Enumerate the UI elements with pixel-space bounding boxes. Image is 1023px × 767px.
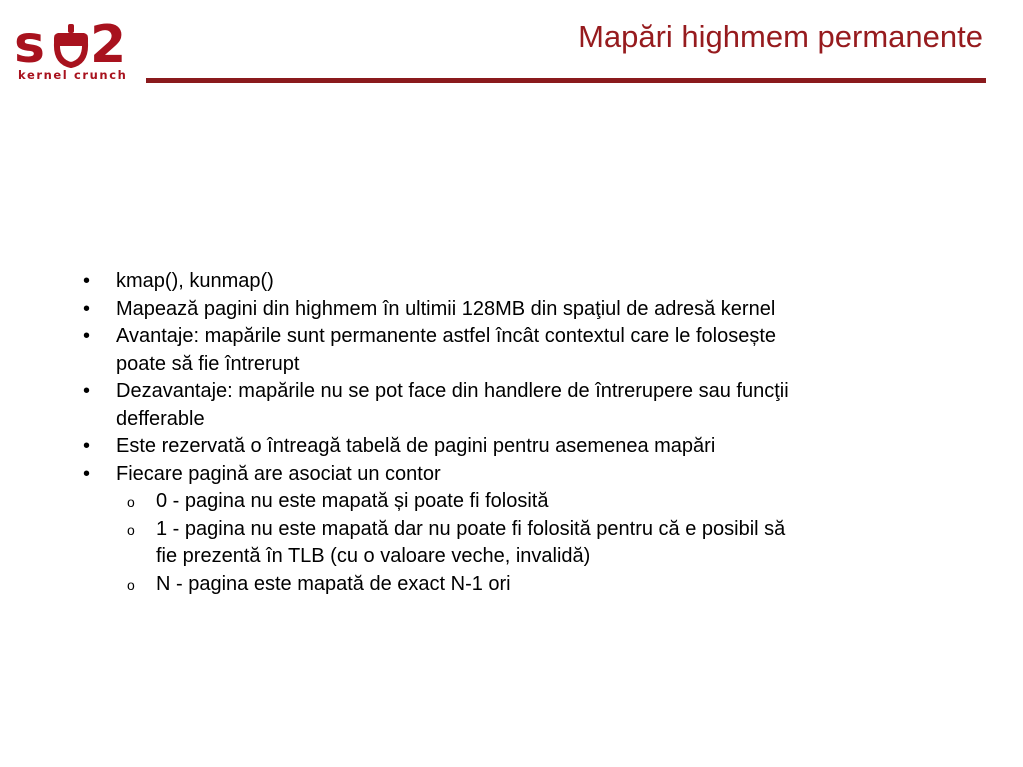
- so2-logo: [14, 12, 134, 84]
- bullet-text: Este rezervată o întreagă tabelă de pagini pentru asemenea mapări: [116, 435, 716, 457]
- acorn-icon: [54, 24, 88, 65]
- bullet-list: [80, 268, 960, 598]
- sub-bullet-text: 0 - pagina nu este mapată și poate fi folosită: [156, 490, 549, 512]
- sub-bullet-item-1: [80, 488, 960, 516]
- bullet-text-line-2: defferable: [116, 407, 205, 430]
- logo-mark: [14, 12, 134, 68]
- title-divider: [146, 78, 986, 83]
- bullet-dot: •: [83, 462, 91, 485]
- sub-bullet-item-3: [80, 571, 960, 599]
- bullet-item-3: [80, 323, 960, 378]
- logo-letter-s: s: [14, 15, 45, 68]
- bullet-item-4: [80, 378, 960, 433]
- logo-subtitle: kernel crunch: [18, 68, 128, 82]
- bullet-dot: •: [83, 297, 91, 320]
- sub-bullet-circle: o: [127, 521, 135, 538]
- bullet-dot: •: [83, 380, 91, 402]
- sub-bullet-text-line-1: 1 - pagina nu este mapată dar nu poate fi folosită pentru că e posibil să: [156, 517, 786, 540]
- bullet-dot: •: [83, 270, 91, 292]
- bullet-text: Fiecare pagină are asociat un contor: [116, 462, 441, 485]
- bullet-text: Mapează pagini din highmem în ultimii 128MB din spaţiul de adresă kernel: [116, 297, 776, 320]
- bullet-text-line-1: Dezavantaje: mapările nu se pot face din handlere de întrerupere sau funcţii: [116, 380, 789, 402]
- bullet-dot: •: [83, 435, 91, 457]
- slide-title: Mapări highmem permanente: [578, 19, 983, 54]
- sub-bullet-item-2: [80, 516, 960, 571]
- sub-bullet-text-line-2: fie prezentă în TLB (cu o valoare veche, invalidă): [156, 545, 591, 567]
- bullet-item-6: [80, 461, 960, 489]
- bullet-dot: •: [83, 325, 91, 347]
- bullet-item-5: [80, 433, 960, 461]
- bullet-item-1: [80, 268, 960, 296]
- sub-bullet-circle: o: [127, 576, 135, 593]
- bullet-text-line-2: poate să fie întrerupt: [116, 352, 300, 375]
- bullet-item-2: [80, 296, 960, 324]
- bullet-text: kmap(), kunmap(): [116, 270, 274, 292]
- bullet-text-line-1: Avantaje: mapările sunt permanente astfel încât contextul care le folosește: [116, 325, 777, 347]
- logo-letter-2: 2: [90, 15, 127, 68]
- sub-bullet-text: N - pagina este mapată de exact N-1 ori: [156, 572, 511, 595]
- sub-bullet-circle: o: [127, 494, 135, 510]
